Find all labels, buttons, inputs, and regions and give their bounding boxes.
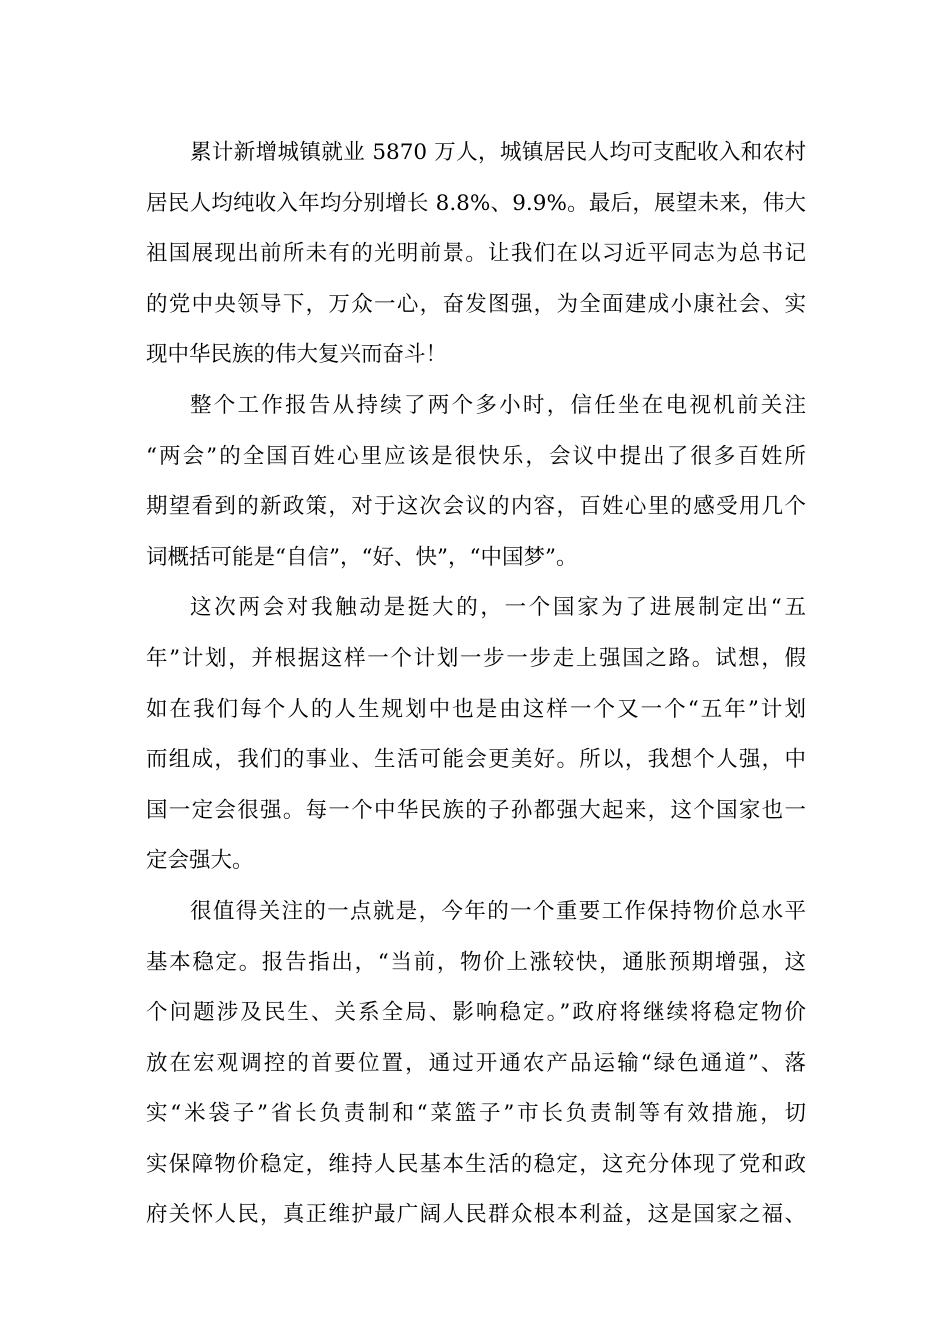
text-line: 如在我们每个人的人生规划中也是由这样一个又一个“五年”计划 bbox=[146, 696, 806, 722]
text-line: 个问题涉及民生、关系全局、影响稳定。”政府将继续将稳定物价 bbox=[146, 1000, 806, 1026]
text-line: 词概括可能是“自信”，“好、快”，“中国梦”。 bbox=[146, 544, 578, 570]
text-line: 实“米袋子”省长负责制和“菜篮子”市长负责制等有效措施，切 bbox=[146, 1101, 806, 1127]
text-line: 府关怀人民，真正维护最广阔人民群众根本利益，这是国家之福、 bbox=[146, 1202, 806, 1228]
text-line: “两会”的全国百姓心里应该是很快乐，会议中提出了很多百姓所 bbox=[146, 443, 806, 469]
text-line: 很值得关注的一点就是，今年的一个重要工作保持物价总水平 bbox=[190, 898, 806, 924]
text-line: 而组成，我们的事业、生活可能会更美好。所以，我想个人强，中 bbox=[146, 747, 806, 773]
text-line: 国一定会很强。每一个中华民族的子孙都强大起来，这个国家也一 bbox=[146, 797, 806, 823]
text-line: 实保障物价稳定，维持人民基本生活的稳定，这充分体现了党和政 bbox=[146, 1151, 806, 1177]
text-line: 祖国展现出前所未有的光明前景。让我们在以习近平同志为总书记 bbox=[146, 241, 806, 267]
text-line: 整个工作报告从持续了两个多小时，信任坐在电视机前关注 bbox=[190, 392, 806, 418]
text-line: 基本稳定。报告指出，“当前，物价上涨较快，通胀预期增强，这 bbox=[146, 949, 806, 975]
text-line: 定会强大。 bbox=[146, 848, 254, 874]
text-line: 居民人均纯收入年均分别增长 8.8%、9.9%。最后，展望未来，伟大 bbox=[146, 190, 806, 216]
text-line: 期望看到的新政策，对于这次会议的内容，百姓心里的感受用几个 bbox=[146, 494, 806, 520]
text-line: 年”计划，并根据这样一个计划一步一步走上强国之路。试想，假 bbox=[146, 645, 806, 671]
text-line: 现中华民族的伟大复兴而奋斗！ bbox=[146, 342, 448, 368]
text-line: 这次两会对我触动是挺大的，一个国家为了进展制定出“五 bbox=[190, 595, 806, 621]
text-line: 放在宏观调控的首要位置，通过开通农产品运输“绿色通道”、落 bbox=[146, 1050, 806, 1076]
body-text bbox=[146, 128, 806, 1241]
text-line: 累计新增城镇就业 5870 万人，城镇居民人均可支配收入和农村 bbox=[190, 140, 806, 165]
text-line: 的党中央领导下，万众一心，奋发图强，为全面建成小康社会、实 bbox=[146, 291, 806, 317]
